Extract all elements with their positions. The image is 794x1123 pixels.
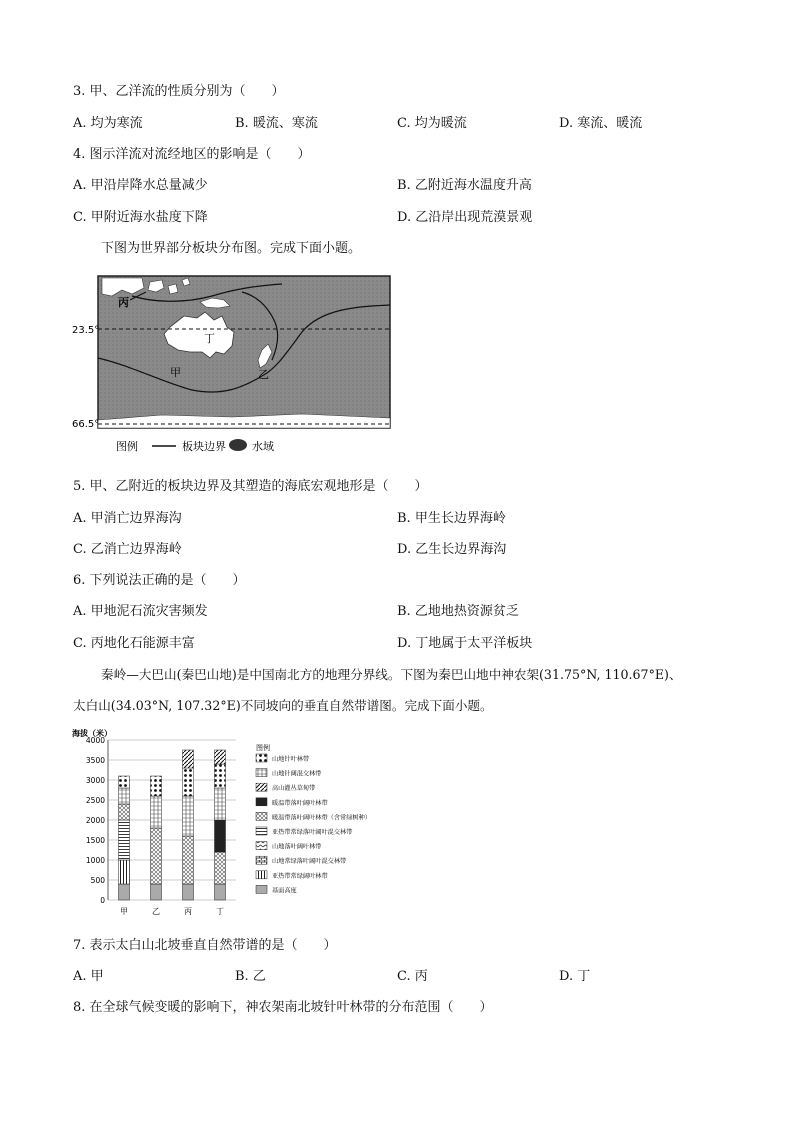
q6-option-b: B. 乙地地热资源贫乏 (397, 604, 519, 619)
plate-map (72, 272, 392, 458)
label-yi: 乙 (258, 368, 269, 381)
legend-label: 暖温带落叶阔叶林带（含常绿树种） (272, 814, 371, 822)
zone-band (215, 788, 226, 820)
zone-band (119, 884, 130, 900)
legend-label: 基面高度 (272, 887, 297, 895)
y-tick-label: 1500 (85, 836, 105, 845)
label-bing: 丙 (118, 296, 129, 309)
x-category-label: 乙 (152, 907, 160, 916)
x-category-label: 甲 (120, 907, 128, 916)
vertical-zone-chart (68, 728, 408, 920)
q3-option-d: D. 寒流、暖流 (559, 116, 643, 131)
legend-swatch (256, 812, 267, 820)
legend-swatch (256, 871, 267, 879)
lat-label-23: 23.5° (72, 325, 100, 336)
legend-swatch (256, 783, 267, 791)
zone-band (119, 804, 130, 820)
y-tick-label: 0 (100, 896, 105, 905)
map-legend-title: 图例 (116, 440, 138, 453)
legend-swatch (256, 842, 267, 850)
legend-boundary-label: 板块边界 (182, 440, 226, 453)
legend-label: 亚热带常绿阔叶林带 (272, 872, 328, 880)
q3-option-a: A. 均为寒流 (73, 116, 143, 131)
zone-band (119, 860, 130, 884)
y-tick-label: 500 (90, 876, 105, 885)
qinling-intro-line1: 秦岭—大巴山(秦巴山地)是中国南北方的地理分界线。下图为秦巴山地中神农架(31.75°N, 110.67°E)、 (101, 667, 682, 682)
q6-stem: 6. 下列说法正确的是（ ） (73, 573, 246, 588)
plates-intro: 下图为世界部分板块分布图。完成下面小题。 (101, 241, 362, 256)
chart-legend-title: 图例 (256, 744, 270, 752)
zone-band (151, 796, 162, 828)
y-tick-label: 3500 (85, 756, 105, 765)
zone-band (215, 764, 226, 788)
zone-band (215, 852, 226, 884)
zone-band (183, 836, 194, 884)
q5-stem: 5. 甲、乙附近的板块边界及其塑造的海底宏观地形是（ ） (73, 479, 428, 494)
label-jia: 甲 (170, 366, 181, 379)
q7-stem: 7. 表示太白山北坡垂直自然带谱的是（ ） (73, 938, 337, 953)
q6-option-c: C. 丙地化石能源丰富 (73, 636, 195, 651)
legend-water-label: 水域 (252, 440, 274, 453)
y-tick-label: 2500 (85, 796, 105, 805)
chart-ylabel: 海拔（米） (72, 729, 112, 738)
legend-swatch (256, 754, 267, 762)
y-tick-label: 1000 (85, 856, 105, 865)
legend-label: 山地针阔混交林带 (272, 770, 322, 778)
q4-option-b: B. 乙附近海水温度升高 (397, 178, 532, 193)
zone-band (119, 820, 130, 860)
q3-stem: 3. 甲、乙洋流的性质分别为（ ） (73, 84, 285, 99)
zone-band (215, 750, 226, 764)
zone-band (183, 750, 194, 768)
q4-stem: 4. 图示洋流对流经地区的影响是（ ） (73, 147, 311, 162)
legend-swatch (256, 769, 267, 777)
legend-label: 暖温带落叶阔叶林带 (272, 799, 328, 807)
y-tick-label: 2000 (85, 816, 105, 825)
q5-option-b: B. 甲生长边界海岭 (397, 511, 506, 526)
legend-swatch (256, 856, 267, 864)
zone-band (119, 788, 130, 804)
legend-swatch (256, 798, 267, 806)
q4-option-d: D. 乙沿岸出现荒漠景观 (397, 210, 533, 225)
lat-label-66: 66.5° (72, 419, 100, 430)
legend-label: 山地落叶阔叶林带 (272, 843, 322, 851)
q5-option-c: C. 乙消亡边界海岭 (73, 542, 182, 557)
q7-option-a: A. 甲 (73, 969, 104, 984)
x-category-label: 丁 (216, 907, 224, 916)
zone-band (151, 828, 162, 884)
zone-band (151, 884, 162, 900)
zone-band (215, 820, 226, 852)
zone-band (183, 796, 194, 836)
legend-swatch (256, 827, 267, 835)
zone-band (183, 884, 194, 900)
zone-band (183, 768, 194, 796)
zone-band (119, 776, 130, 788)
q7-option-d: D. 丁 (559, 969, 591, 984)
label-ding: 丁 (204, 332, 215, 345)
q3-option-c: C. 均为暖流 (397, 116, 467, 131)
legend-label: 山地针叶林带 (272, 756, 310, 763)
q3-option-b: B. 暖流、寒流 (235, 116, 318, 131)
q8-stem: 8. 在全球气候变暖的影响下，神农架南北坡针叶林带的分布范围（ ） (73, 1000, 493, 1015)
legend-label: 山地常绿落叶阔叶混交林带 (272, 858, 347, 866)
qinling-intro-line2: 太白山(34.03°N, 107.32°E)不同坡向的垂直自然带谱图。完成下面小题。 (73, 698, 493, 713)
legend-label: 高山灌丛草甸带 (272, 785, 316, 793)
q6-option-d: D. 丁地属于太平洋板块 (397, 636, 533, 651)
q4-option-a: A. 甲沿岸降水总量减少 (73, 178, 208, 193)
q5-option-d: D. 乙生长边界海沟 (397, 542, 507, 557)
zone-band (151, 776, 162, 796)
q5-option-a: A. 甲消亡边界海沟 (73, 511, 182, 526)
zone-band (215, 884, 226, 900)
y-tick-label: 4000 (85, 736, 105, 745)
q4-option-c: C. 甲附近海水盐度下降 (73, 210, 208, 225)
q7-option-b: B. 乙 (235, 969, 266, 984)
legend-swatch (256, 885, 267, 893)
y-tick-label: 3000 (85, 776, 105, 785)
x-category-label: 丙 (184, 907, 192, 916)
q7-option-c: C. 丙 (397, 969, 428, 984)
q6-option-a: A. 甲地泥石流灾害频发 (73, 604, 208, 619)
legend-water-swatch (229, 439, 247, 451)
legend-label: 亚热带常绿落叶阔叶混交林带 (272, 829, 353, 836)
